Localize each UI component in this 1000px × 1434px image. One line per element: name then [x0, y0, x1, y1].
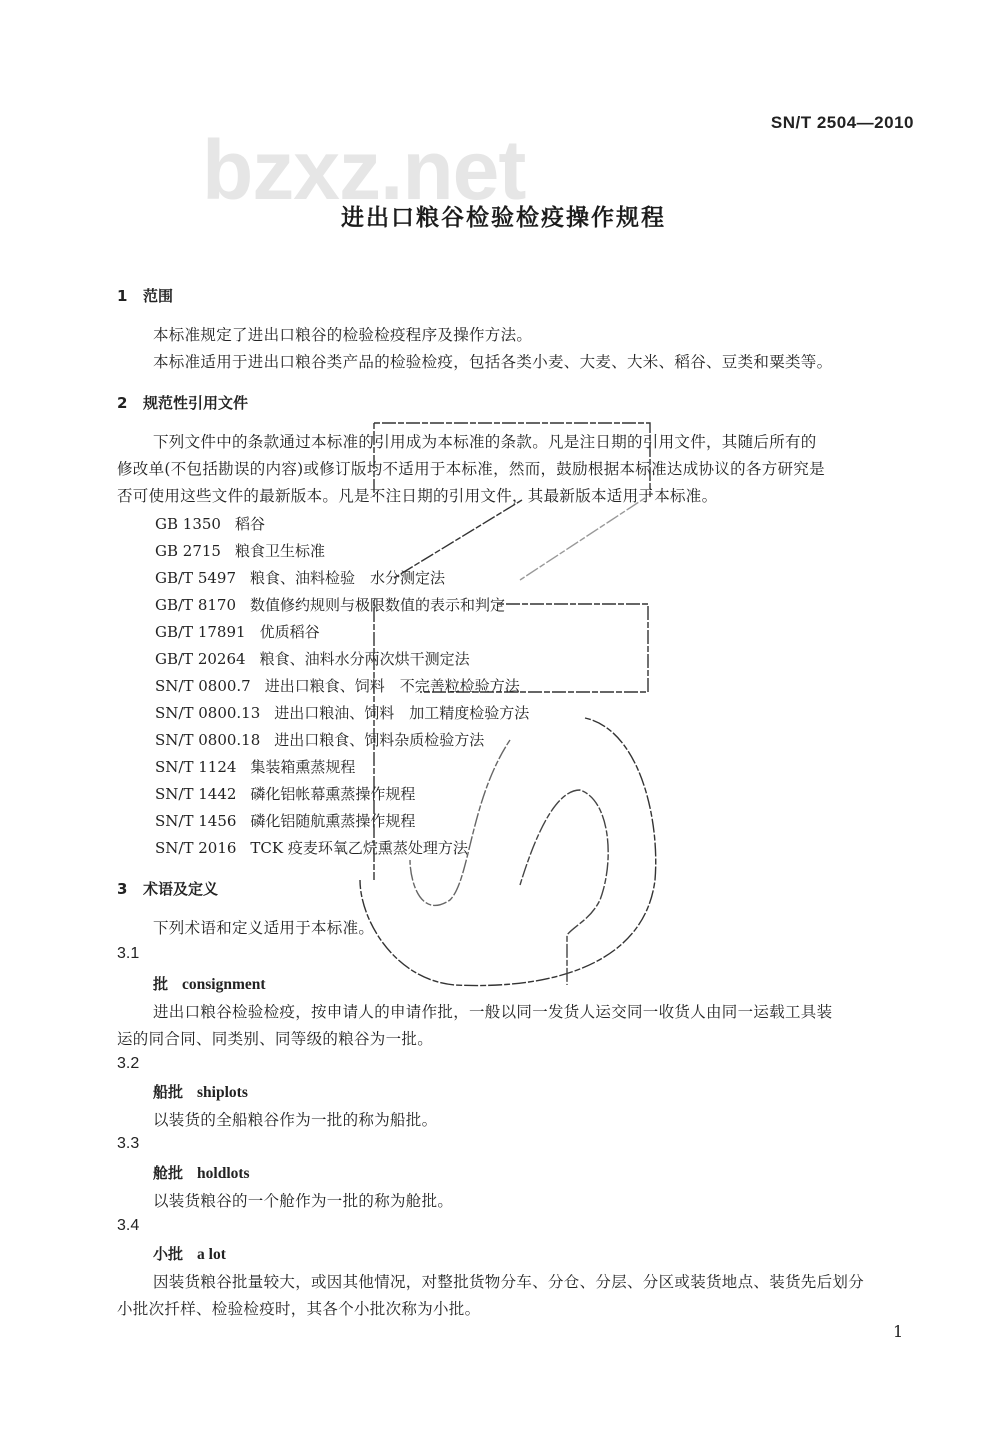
definition-line: 因装货粮谷批量较大，或因其他情况，对整批货物分车、分仓、分层、分区或装货地点、装货先后划分: [153, 1273, 865, 1291]
paragraph: 下列术语和定义适用于本标准。: [153, 919, 375, 937]
term-heading: [153, 1081, 248, 1102]
section-title: 术语及定义: [143, 880, 219, 898]
reference-title: 优质稻谷: [259, 623, 320, 641]
term-heading: [153, 1243, 226, 1264]
section-number: 2: [117, 394, 128, 412]
paragraph-line: 修改单(不包括勘误的内容)或修订版均不适用于本标准，然而，鼓励根据本标准达成协议的各方研究是: [117, 460, 825, 478]
reference-title: 粮食、油料检验 水分测定法: [250, 569, 446, 587]
definition-line: 进出口粮谷检验检疫，按申请人的申请作批，一般以同一发货人运交同一收货人由同一运载工具装: [153, 1003, 833, 1021]
watermark: bzxz.net: [202, 123, 526, 217]
definition-line: 小批次扦样、检验检疫时，其各个小批次称为小批。: [117, 1300, 481, 1318]
reference-code: SN/T 0800.18: [155, 731, 261, 749]
definition-line: 运的同合同、同类别、同等级的粮谷为一批。: [117, 1030, 434, 1048]
term-heading: [153, 973, 266, 994]
reference-code: GB/T 5497: [155, 569, 237, 587]
reference-code: GB 1350: [155, 515, 221, 533]
section-title: 范围: [143, 287, 174, 305]
reference-title: 进出口粮食、饲料杂质检验方法: [274, 731, 485, 749]
reference-title: 进出口粮食、饲料 不完善粒检验方法: [264, 677, 520, 695]
section-heading-references: [117, 392, 248, 413]
clause-number: 3.4: [117, 1217, 140, 1234]
term-en: consignment: [182, 976, 266, 993]
reference-code: SN/T 1456: [155, 812, 237, 830]
reference-item: [155, 702, 529, 723]
definition-line: 以装货粮谷的一个舱作为一批的称为舱批。: [153, 1192, 454, 1210]
reference-code: GB/T 20264: [155, 650, 246, 668]
term-en: a lot: [197, 1246, 226, 1263]
reference-code: GB/T 17891: [155, 623, 246, 641]
reference-item: [155, 567, 445, 588]
term-zh: 批: [153, 975, 169, 993]
paragraph-line: 下列文件中的条款通过本标准的引用成为本标准的条款。凡是注日期的引用文件，其随后所有的: [153, 433, 817, 451]
paragraph: 本标准规定了进出口粮谷的检验检疫程序及操作方法。: [153, 326, 533, 344]
reference-title: 数值修约规则与极限数值的表示和判定: [250, 596, 506, 614]
reference-item: [155, 621, 320, 642]
reference-code: SN/T 0800.7: [155, 677, 251, 695]
reference-title: 稻谷: [234, 515, 265, 533]
reference-title: 粮食、油料水分两次烘干测定法: [259, 650, 470, 668]
reference-code: SN/T 1442: [155, 785, 237, 803]
clause-number: 3.3: [117, 1135, 140, 1152]
reference-item: [155, 783, 415, 804]
reference-item: [155, 648, 470, 669]
reference-item: [155, 675, 520, 696]
definition-line: 以装货的全船粮谷作为一批的称为船批。: [153, 1111, 438, 1129]
section-number: 3: [117, 880, 128, 898]
term-zh: 小批: [153, 1245, 184, 1263]
reference-item: [155, 810, 415, 831]
reference-title: 粮食卫生标准: [234, 542, 325, 560]
term-heading: [153, 1162, 250, 1183]
clause-number: 3.2: [117, 1055, 140, 1072]
standard-code: SN/T 2504—2010: [770, 113, 914, 132]
section-title: 规范性引用文件: [143, 394, 249, 412]
reference-code: GB/T 8170: [155, 596, 237, 614]
paragraph: 本标准适用于进出口粮谷类产品的检验检疫，包括各类小麦、大麦、大米、稻谷、豆类和粟类等。: [153, 353, 833, 371]
term-en: holdlots: [197, 1165, 250, 1182]
reference-title: 磷化铝随航熏蒸操作规程: [250, 812, 416, 830]
reference-title: 磷化铝帐幕熏蒸操作规程: [250, 785, 416, 803]
clause-number: 3.1: [117, 945, 140, 962]
reference-item: [155, 837, 468, 858]
reference-title: 集装箱熏蒸规程: [250, 758, 356, 776]
section-heading-scope: [117, 285, 173, 306]
paragraph-line: 否可使用这些文件的最新版本。凡是不注日期的引用文件，其最新版本适用于本标准。: [117, 487, 718, 505]
reference-item: [155, 729, 484, 750]
reference-code: SN/T 1124: [155, 758, 237, 776]
term-en: shiplots: [197, 1084, 248, 1101]
reference-code: GB 2715: [155, 542, 221, 560]
section-number: 1: [117, 287, 128, 305]
reference-title: TCK 疫麦环氧乙烷熏蒸处理方法: [250, 839, 468, 857]
reference-code: SN/T 0800.13: [155, 704, 261, 722]
reference-item: [155, 594, 505, 615]
page-number: 1: [893, 1322, 904, 1341]
term-zh: 舱批: [153, 1164, 184, 1182]
reference-title: 进出口粮油、饲料 加工精度检验方法: [274, 704, 530, 722]
reference-code: SN/T 2016: [155, 839, 237, 857]
reference-item: [155, 540, 325, 561]
term-zh: 船批: [153, 1083, 184, 1101]
document-title: 进出口粮谷检验检疫操作规程: [341, 205, 666, 231]
reference-item: [155, 513, 265, 534]
section-heading-terms: [117, 878, 218, 899]
reference-item: [155, 756, 355, 777]
